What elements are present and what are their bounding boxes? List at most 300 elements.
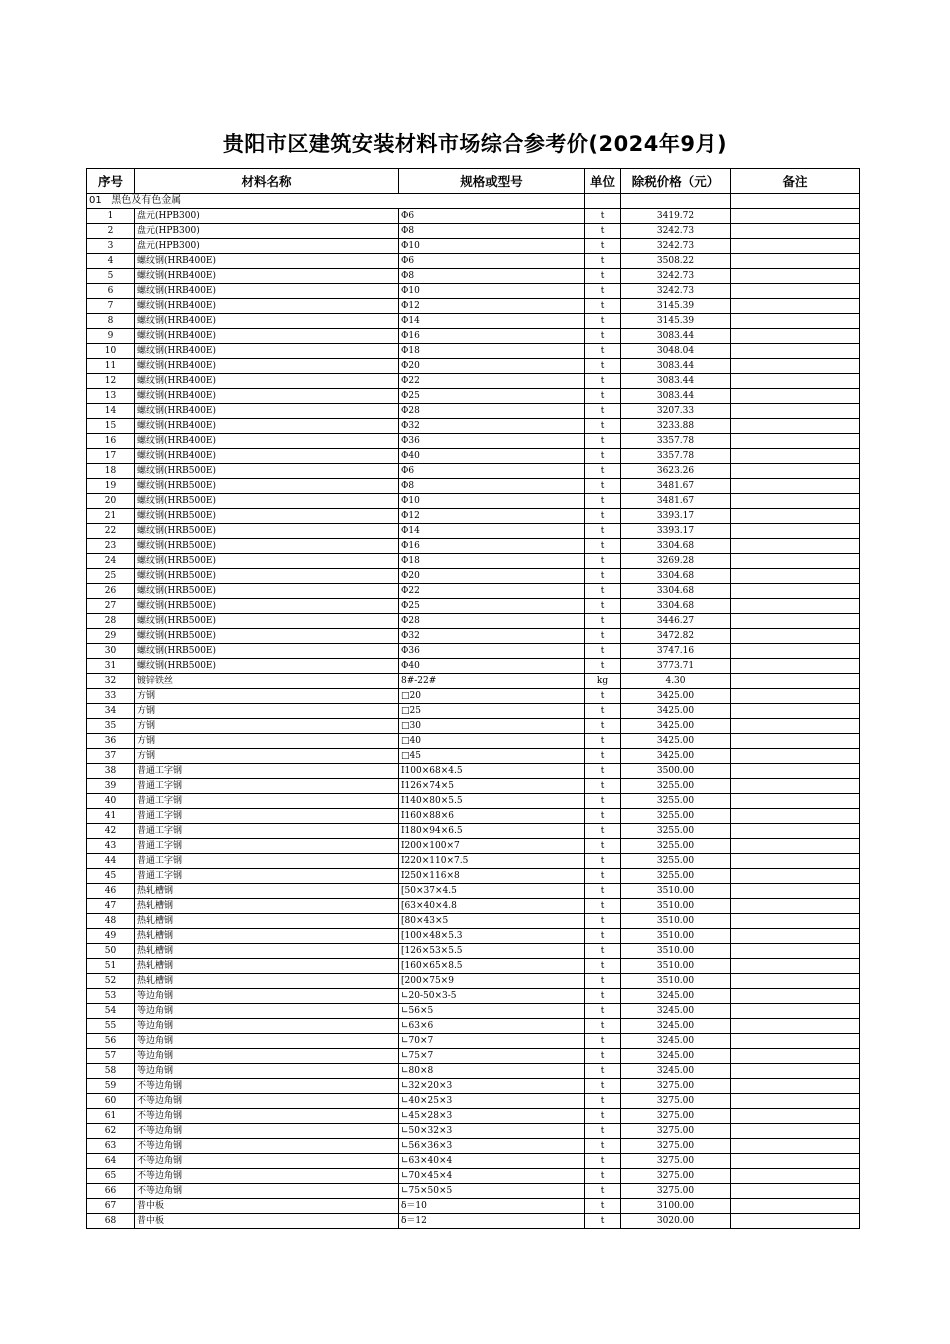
row-price: 3083.44 [621, 374, 731, 389]
table-row [87, 1034, 860, 1049]
row-remark [731, 404, 860, 419]
row-remark [731, 704, 860, 719]
table-row [87, 1154, 860, 1169]
row-price: 3773.71 [621, 659, 731, 674]
row-spec: I220×110×7.5 [399, 854, 585, 869]
row-remark [731, 539, 860, 554]
table-row [87, 1079, 860, 1094]
row-remark [731, 734, 860, 749]
row-spec: ∟63×40×4 [399, 1154, 585, 1169]
row-index: 8 [87, 314, 135, 329]
row-unit: t [585, 239, 621, 254]
row-remark [731, 809, 860, 824]
row-spec: Φ32 [399, 629, 585, 644]
row-spec: Φ25 [399, 599, 585, 614]
table-row [87, 314, 860, 329]
row-spec: Φ40 [399, 659, 585, 674]
row-remark [731, 929, 860, 944]
table-row [87, 884, 860, 899]
row-unit: t [585, 1049, 621, 1064]
row-remark [731, 974, 860, 989]
row-unit: t [585, 434, 621, 449]
row-unit: t [585, 419, 621, 434]
row-material-name: 等边角钢 [135, 989, 399, 1004]
row-price: 3275.00 [621, 1124, 731, 1139]
row-index: 23 [87, 539, 135, 554]
row-index: 35 [87, 719, 135, 734]
header-unit: 单位 [585, 169, 621, 194]
row-material-name: 不等边角钢 [135, 1169, 399, 1184]
row-remark [731, 854, 860, 869]
row-spec: ∟70×45×4 [399, 1169, 585, 1184]
row-index: 38 [87, 764, 135, 779]
row-spec: Φ14 [399, 524, 585, 539]
row-index: 18 [87, 464, 135, 479]
row-material-name: 螺纹钢(HRB400E) [135, 314, 399, 329]
table-row [87, 539, 860, 554]
row-remark [731, 884, 860, 899]
row-unit: t [585, 554, 621, 569]
row-spec: I180×94×6.5 [399, 824, 585, 839]
row-spec: Φ6 [399, 209, 585, 224]
row-spec: Φ28 [399, 614, 585, 629]
row-index: 10 [87, 344, 135, 359]
table-row [87, 479, 860, 494]
row-unit: t [585, 1169, 621, 1184]
row-unit: t [585, 1184, 621, 1199]
table-row [87, 464, 860, 479]
row-spec: ∟80×8 [399, 1064, 585, 1079]
row-price: 4.30 [621, 674, 731, 689]
row-unit: t [585, 869, 621, 884]
row-price: 3500.00 [621, 764, 731, 779]
row-remark [731, 899, 860, 914]
row-index: 47 [87, 899, 135, 914]
section-name: 黑色及有色金属 [111, 195, 182, 206]
row-remark [731, 959, 860, 974]
row-remark [731, 1049, 860, 1064]
row-unit: t [585, 494, 621, 509]
table-row [87, 794, 860, 809]
row-unit: t [585, 1034, 621, 1049]
row-material-name: 螺纹钢(HRB400E) [135, 269, 399, 284]
row-price: 3020.00 [621, 1214, 731, 1229]
row-unit: t [585, 1079, 621, 1094]
row-unit: t [585, 389, 621, 404]
row-index: 9 [87, 329, 135, 344]
row-material-name: 普通工字钢 [135, 824, 399, 839]
row-remark [731, 1019, 860, 1034]
row-index: 68 [87, 1214, 135, 1229]
row-spec: Φ6 [399, 254, 585, 269]
header-spec: 规格或型号 [399, 169, 585, 194]
row-material-name: 热轧槽钢 [135, 944, 399, 959]
row-remark [731, 764, 860, 779]
row-remark [731, 629, 860, 644]
row-material-name: 方钢 [135, 719, 399, 734]
row-material-name: 热轧槽钢 [135, 974, 399, 989]
table-row [87, 1199, 860, 1214]
row-price: 3233.88 [621, 419, 731, 434]
table-row [87, 1124, 860, 1139]
row-price: 3245.00 [621, 1049, 731, 1064]
row-price: 3446.27 [621, 614, 731, 629]
row-remark [731, 1214, 860, 1229]
row-index: 66 [87, 1184, 135, 1199]
row-price: 3207.33 [621, 404, 731, 419]
row-spec: ∟20-50×3-5 [399, 989, 585, 1004]
row-material-name: 螺纹钢(HRB400E) [135, 284, 399, 299]
row-spec: Φ36 [399, 434, 585, 449]
table-row [87, 644, 860, 659]
row-index: 19 [87, 479, 135, 494]
row-price: 3508.22 [621, 254, 731, 269]
row-index: 32 [87, 674, 135, 689]
row-remark [731, 1109, 860, 1124]
row-price: 3255.00 [621, 779, 731, 794]
row-unit: t [585, 479, 621, 494]
row-index: 55 [87, 1019, 135, 1034]
row-unit: t [585, 464, 621, 479]
table-row [87, 899, 860, 914]
table-row [87, 659, 860, 674]
row-index: 11 [87, 359, 135, 374]
row-index: 20 [87, 494, 135, 509]
row-price: 3419.72 [621, 209, 731, 224]
row-material-name: 盘元(HPB300) [135, 209, 399, 224]
row-price: 3275.00 [621, 1154, 731, 1169]
table-row [87, 554, 860, 569]
row-material-name: 方钢 [135, 689, 399, 704]
row-material-name: 普中板 [135, 1199, 399, 1214]
row-spec: [50×37×4.5 [399, 884, 585, 899]
row-material-name: 螺纹钢(HRB400E) [135, 329, 399, 344]
row-material-name: 热轧槽钢 [135, 929, 399, 944]
row-index: 44 [87, 854, 135, 869]
row-unit: t [585, 359, 621, 374]
row-remark [731, 239, 860, 254]
row-spec: I140×80×5.5 [399, 794, 585, 809]
table-row [87, 869, 860, 884]
row-spec: Φ32 [399, 419, 585, 434]
row-spec: Φ16 [399, 329, 585, 344]
row-spec: □20 [399, 689, 585, 704]
row-unit: t [585, 1004, 621, 1019]
table-row [87, 824, 860, 839]
row-price: 3083.44 [621, 359, 731, 374]
table-row [87, 764, 860, 779]
row-unit: t [585, 224, 621, 239]
row-remark [731, 1004, 860, 1019]
row-material-name: 螺纹钢(HRB400E) [135, 389, 399, 404]
row-spec: Φ36 [399, 644, 585, 659]
row-material-name: 螺纹钢(HRB500E) [135, 539, 399, 554]
row-spec: □40 [399, 734, 585, 749]
row-material-name: 盘元(HPB300) [135, 224, 399, 239]
row-unit: t [585, 764, 621, 779]
row-material-name: 螺纹钢(HRB500E) [135, 659, 399, 674]
table-row [87, 509, 860, 524]
row-remark [731, 494, 860, 509]
row-index: 48 [87, 914, 135, 929]
table-row [87, 389, 860, 404]
row-unit: t [585, 989, 621, 1004]
row-material-name: 不等边角钢 [135, 1109, 399, 1124]
row-remark [731, 839, 860, 854]
row-unit: t [585, 1199, 621, 1214]
row-index: 2 [87, 224, 135, 239]
row-spec: Φ12 [399, 299, 585, 314]
row-price: 3242.73 [621, 239, 731, 254]
row-spec: Φ8 [399, 479, 585, 494]
row-price: 3510.00 [621, 959, 731, 974]
row-spec: Φ22 [399, 374, 585, 389]
table-row [87, 704, 860, 719]
row-material-name: 螺纹钢(HRB400E) [135, 299, 399, 314]
row-remark [731, 584, 860, 599]
row-index: 57 [87, 1049, 135, 1064]
row-index: 4 [87, 254, 135, 269]
row-spec: I100×68×4.5 [399, 764, 585, 779]
row-price: 3393.17 [621, 509, 731, 524]
row-material-name: 螺纹钢(HRB500E) [135, 644, 399, 659]
row-material-name: 螺纹钢(HRB500E) [135, 599, 399, 614]
table-row [87, 1214, 860, 1229]
row-spec: [63×40×4.8 [399, 899, 585, 914]
row-remark [731, 779, 860, 794]
row-price: 3481.67 [621, 479, 731, 494]
row-index: 67 [87, 1199, 135, 1214]
row-index: 3 [87, 239, 135, 254]
row-material-name: 等边角钢 [135, 1034, 399, 1049]
row-unit: t [585, 929, 621, 944]
row-index: 27 [87, 599, 135, 614]
row-price: 3242.73 [621, 269, 731, 284]
row-spec: [126×53×5.5 [399, 944, 585, 959]
row-material-name: 不等边角钢 [135, 1094, 399, 1109]
row-material-name: 热轧槽钢 [135, 884, 399, 899]
row-spec: I126×74×5 [399, 779, 585, 794]
row-spec: Φ25 [399, 389, 585, 404]
row-price: 3145.39 [621, 299, 731, 314]
row-unit: t [585, 314, 621, 329]
row-spec: [200×75×9 [399, 974, 585, 989]
row-price: 3425.00 [621, 704, 731, 719]
row-remark [731, 359, 860, 374]
row-price: 3269.28 [621, 554, 731, 569]
row-price: 3425.00 [621, 689, 731, 704]
row-material-name: 等边角钢 [135, 1064, 399, 1079]
row-price: 3510.00 [621, 884, 731, 899]
row-spec: Φ22 [399, 584, 585, 599]
row-index: 58 [87, 1064, 135, 1079]
row-material-name: 螺纹钢(HRB500E) [135, 629, 399, 644]
row-remark [731, 389, 860, 404]
row-material-name: 螺纹钢(HRB400E) [135, 359, 399, 374]
row-index: 6 [87, 284, 135, 299]
row-index: 17 [87, 449, 135, 464]
table-row [87, 224, 860, 239]
row-spec: ∟45×28×3 [399, 1109, 585, 1124]
row-spec: Φ28 [399, 404, 585, 419]
row-price: 3255.00 [621, 869, 731, 884]
row-price: 3510.00 [621, 944, 731, 959]
row-remark [731, 434, 860, 449]
row-unit: t [585, 974, 621, 989]
row-index: 16 [87, 434, 135, 449]
row-price: 3510.00 [621, 974, 731, 989]
row-index: 61 [87, 1109, 135, 1124]
row-spec: 8#-22# [399, 674, 585, 689]
row-price: 3481.67 [621, 494, 731, 509]
table-row [87, 809, 860, 824]
table-row [87, 674, 860, 689]
table-row [87, 1004, 860, 1019]
row-spec: ∟70×7 [399, 1034, 585, 1049]
row-material-name: 方钢 [135, 704, 399, 719]
table-header-row [87, 169, 860, 194]
row-unit: t [585, 344, 621, 359]
row-price: 3145.39 [621, 314, 731, 329]
row-remark [731, 989, 860, 1004]
header-index: 序号 [87, 169, 135, 194]
row-unit: t [585, 254, 621, 269]
row-price: 3048.04 [621, 344, 731, 359]
header-material-name: 材料名称 [135, 169, 399, 194]
row-remark [731, 509, 860, 524]
row-index: 62 [87, 1124, 135, 1139]
row-index: 12 [87, 374, 135, 389]
row-index: 65 [87, 1169, 135, 1184]
row-unit: t [585, 854, 621, 869]
row-index: 29 [87, 629, 135, 644]
row-material-name: 螺纹钢(HRB500E) [135, 569, 399, 584]
table-row [87, 569, 860, 584]
table-row [87, 494, 860, 509]
row-spec: Φ20 [399, 569, 585, 584]
row-spec: □45 [399, 749, 585, 764]
table-row [87, 1139, 860, 1154]
row-remark [731, 224, 860, 239]
row-spec: ∟56×36×3 [399, 1139, 585, 1154]
row-unit: t [585, 1109, 621, 1124]
row-index: 1 [87, 209, 135, 224]
row-unit: t [585, 629, 621, 644]
row-index: 40 [87, 794, 135, 809]
row-unit: t [585, 299, 621, 314]
row-index: 63 [87, 1139, 135, 1154]
row-index: 5 [87, 269, 135, 284]
header-remark: 备注 [731, 169, 860, 194]
row-price: 3255.00 [621, 854, 731, 869]
row-unit: t [585, 839, 621, 854]
row-remark [731, 689, 860, 704]
row-material-name: 螺纹钢(HRB400E) [135, 254, 399, 269]
row-unit: t [585, 749, 621, 764]
row-material-name: 不等边角钢 [135, 1124, 399, 1139]
row-spec: [160×65×8.5 [399, 959, 585, 974]
row-material-name: 螺纹钢(HRB400E) [135, 434, 399, 449]
row-material-name: 普通工字钢 [135, 779, 399, 794]
row-unit: t [585, 1139, 621, 1154]
row-price: 3255.00 [621, 809, 731, 824]
row-remark [731, 1139, 860, 1154]
row-material-name: 螺纹钢(HRB500E) [135, 479, 399, 494]
row-unit: t [585, 779, 621, 794]
row-remark [731, 869, 860, 884]
row-spec: ∟75×50×5 [399, 1184, 585, 1199]
row-index: 54 [87, 1004, 135, 1019]
row-index: 41 [87, 809, 135, 824]
row-material-name: 不等边角钢 [135, 1079, 399, 1094]
row-index: 28 [87, 614, 135, 629]
table-row [87, 584, 860, 599]
row-material-name: 等边角钢 [135, 1004, 399, 1019]
row-unit: t [585, 659, 621, 674]
row-index: 33 [87, 689, 135, 704]
section-empty-cell [585, 194, 621, 209]
price-table [86, 168, 860, 1229]
table-row [87, 419, 860, 434]
row-price: 3242.73 [621, 284, 731, 299]
row-unit: t [585, 1154, 621, 1169]
row-material-name: 螺纹钢(HRB400E) [135, 374, 399, 389]
row-index: 26 [87, 584, 135, 599]
table-row [87, 614, 860, 629]
row-remark [731, 464, 860, 479]
row-spec: I250×116×8 [399, 869, 585, 884]
row-spec: Φ8 [399, 224, 585, 239]
row-spec: Φ8 [399, 269, 585, 284]
table-row [87, 749, 860, 764]
table-row [87, 959, 860, 974]
row-spec: Φ6 [399, 464, 585, 479]
row-index: 13 [87, 389, 135, 404]
row-index: 31 [87, 659, 135, 674]
row-price: 3275.00 [621, 1184, 731, 1199]
table-row [87, 914, 860, 929]
row-material-name: 螺纹钢(HRB500E) [135, 524, 399, 539]
row-index: 51 [87, 959, 135, 974]
row-spec: ∟75×7 [399, 1049, 585, 1064]
row-index: 43 [87, 839, 135, 854]
row-index: 15 [87, 419, 135, 434]
row-unit: t [585, 734, 621, 749]
row-unit: t [585, 509, 621, 524]
row-spec: ∟50×32×3 [399, 1124, 585, 1139]
row-remark [731, 794, 860, 809]
row-remark [731, 1034, 860, 1049]
row-spec: I200×100×7 [399, 839, 585, 854]
row-price: 3275.00 [621, 1169, 731, 1184]
table-row [87, 1049, 860, 1064]
row-price: 3275.00 [621, 1079, 731, 1094]
table-row [87, 404, 860, 419]
section-empty-cell [731, 194, 860, 209]
row-material-name: 方钢 [135, 749, 399, 764]
row-remark [731, 419, 860, 434]
row-remark [731, 329, 860, 344]
row-unit: t [585, 809, 621, 824]
row-index: 24 [87, 554, 135, 569]
header-price: 除税价格（元） [621, 169, 731, 194]
row-unit: t [585, 1094, 621, 1109]
table-row [87, 434, 860, 449]
row-remark [731, 374, 860, 389]
row-index: 50 [87, 944, 135, 959]
row-remark [731, 824, 860, 839]
row-material-name: 普中板 [135, 1214, 399, 1229]
